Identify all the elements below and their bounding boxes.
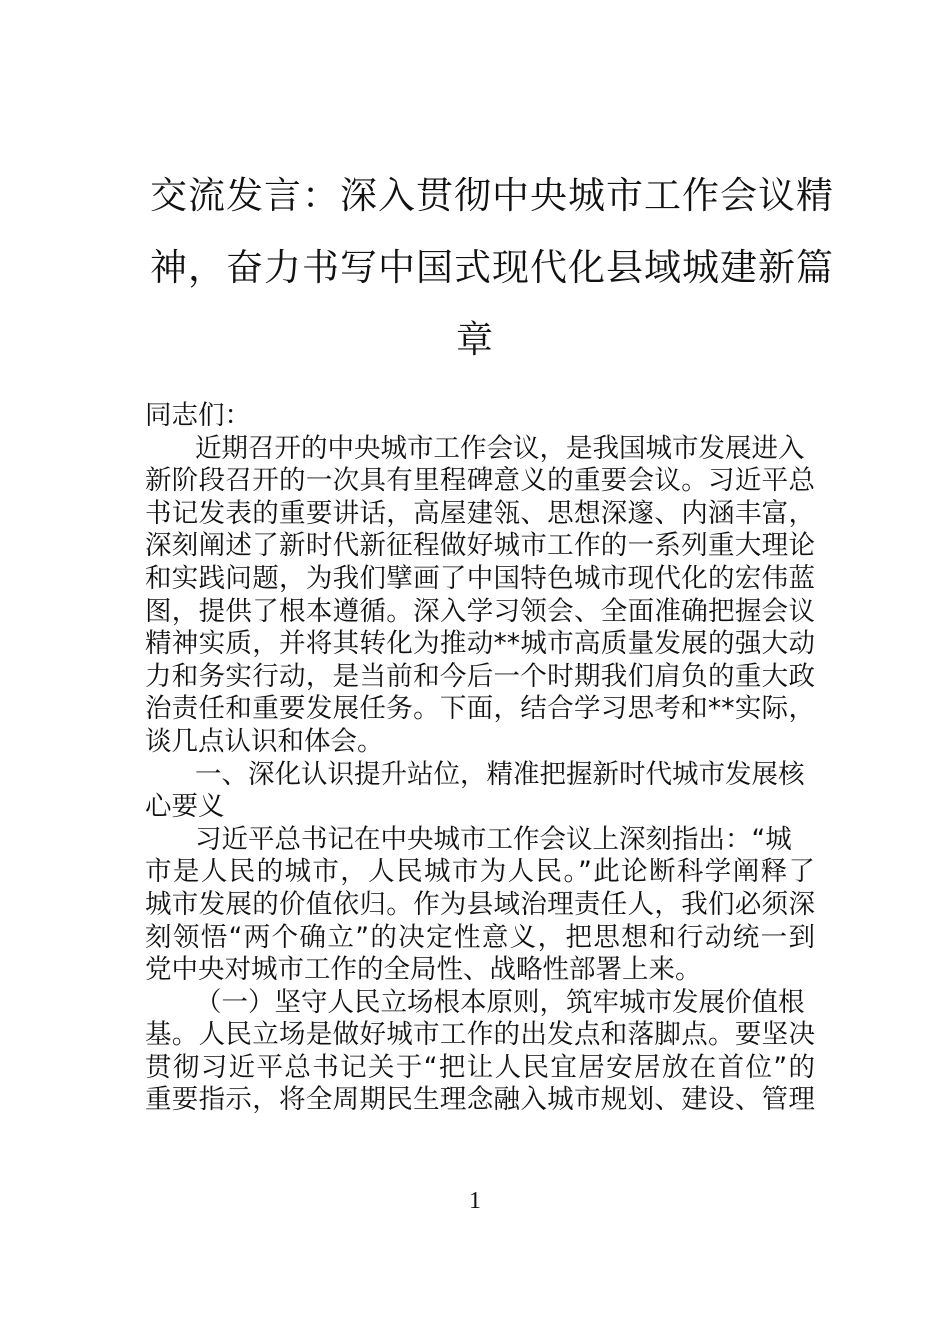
paragraph-line: 贯彻习近平总书记关于“把让人民宜居安居放在首位”的 xyxy=(145,1051,815,1083)
section-heading-line: 心要义 xyxy=(145,791,225,823)
paragraph-line: 力和务实行动，是当前和今后一个时期我们肩负的重大政 xyxy=(145,660,815,692)
paragraph-line: 深刻阐述了新时代新征程做好城市工作的一系列重大理论 xyxy=(145,530,815,562)
page-number: 1 xyxy=(469,1188,481,1214)
title-line-2: 神，奋力书写中国式现代化县域城建新篇 xyxy=(150,246,834,289)
document-body xyxy=(145,400,815,1117)
paragraph-line: 精神实质，并将其转化为推动**城市高质量发展的强大动 xyxy=(145,628,815,660)
document-title xyxy=(150,160,834,376)
paragraph-line: 城市发展的价值依归。作为县域治理责任人，我们必须深 xyxy=(145,888,815,920)
paragraph-line: 党中央对城市工作的全局性、战略性部署上来。 xyxy=(145,954,702,986)
paragraph-line: 市是人民的城市，人民城市为人民。”此论断科学阐释了 xyxy=(145,856,815,888)
subsection-line: （一）坚守人民立场根本原则，筑牢城市发展价值根 xyxy=(195,986,805,1018)
paragraph-line: 图，提供了根本遵循。深入学习领会、全面准确把握会议 xyxy=(145,595,815,627)
paragraph-line: 书记发表的重要讲话，高屋建瓴、思想深邃、内涵丰富， xyxy=(145,497,815,529)
paragraph-line: 基。人民立场是做好城市工作的出发点和落脚点。要坚决 xyxy=(145,1019,815,1051)
section-heading-line: 一、深化认识提升站位，精准把握新时代城市发展核 xyxy=(195,758,805,790)
paragraph-line: 刻领悟“两个确立”的决定性意义，把思想和行动统一到 xyxy=(145,921,815,953)
title-line-1: 交流发言：深入贯彻中央城市工作会议精 xyxy=(150,174,834,217)
paragraph-line: 和实践问题，为我们擘画了中国特色城市现代化的宏伟蓝 xyxy=(145,562,815,594)
paragraph-line: 近期召开的中央城市工作会议，是我国城市发展进入 xyxy=(195,432,805,464)
salutation: 同志们： xyxy=(145,400,251,431)
paragraph-line: 习近平总书记在中央城市工作会议上深刻指出：“城 xyxy=(195,823,792,855)
paragraph-line: 谈几点认识和体会。 xyxy=(145,725,384,757)
paragraph-line: 重要指示，将全周期民生理念融入城市规划、建设、管理 xyxy=(145,1084,815,1116)
title-line-3: 章 xyxy=(456,318,494,361)
paragraph-line: 治责任和重要发展任务。下面，结合学习思考和**实际， xyxy=(145,693,815,725)
paragraph-line: 新阶段召开的一次具有里程碑意义的重要会议。习近平总 xyxy=(145,465,815,497)
